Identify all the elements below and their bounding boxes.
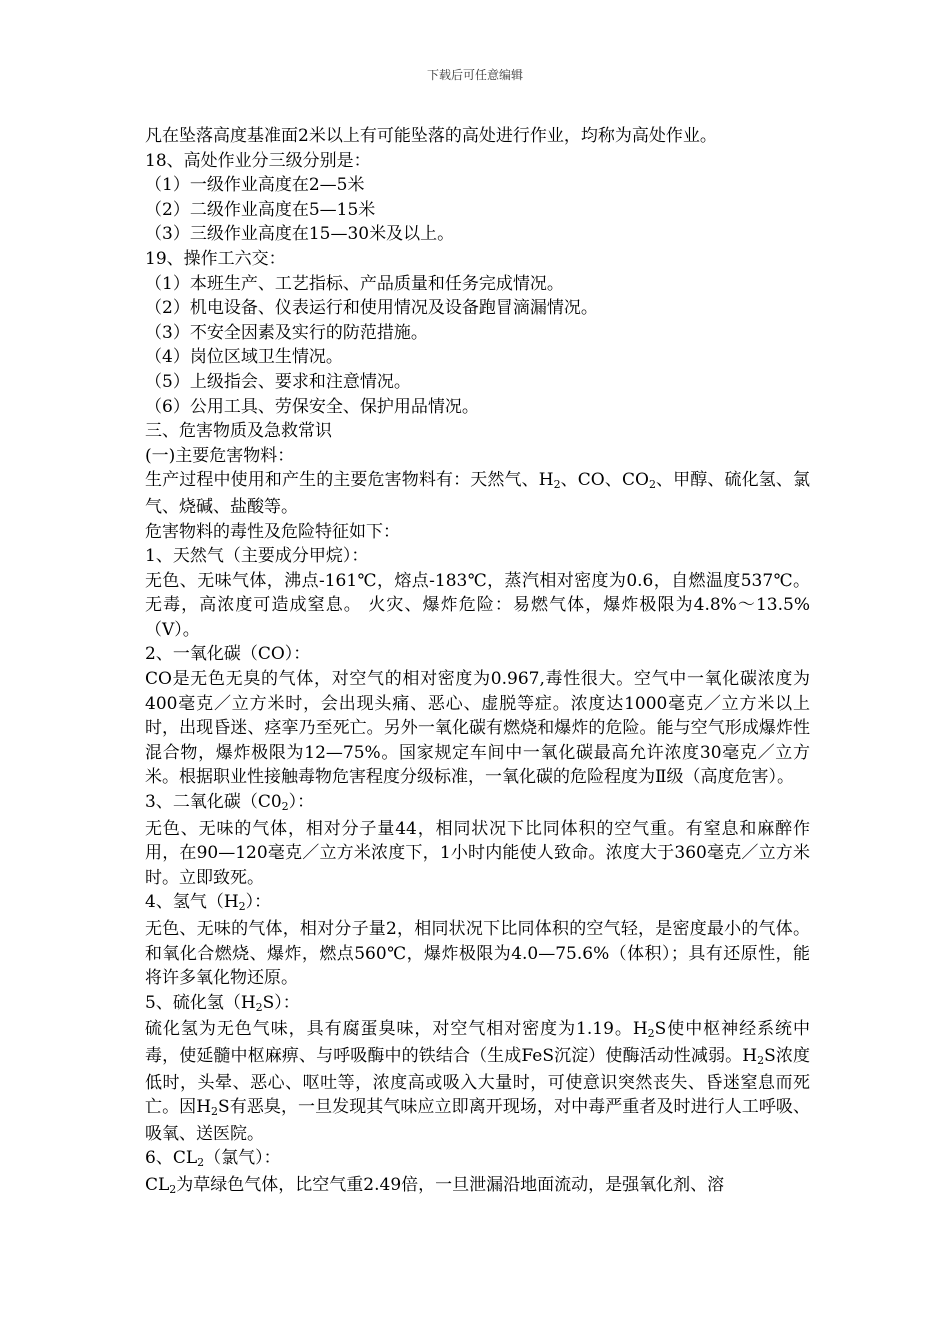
list-item: （5）上级指会、要求和注意情况。 bbox=[145, 371, 411, 392]
text-run: 生产过程中使用和产生的主要危害物料有：天然气、H bbox=[145, 470, 554, 491]
page-header: 下载后可任意编辑 bbox=[426, 68, 523, 82]
list-item: （1）一级作业高度在2—5米 bbox=[145, 175, 365, 196]
gas5-title bbox=[145, 991, 810, 1018]
text-run: S使中枢神经系统中毒，使延髓中枢麻痹、与呼吸酶中的铁结合（生成FeS沉淀）使酶活动性减弱。H bbox=[145, 1019, 810, 1066]
gas6-title bbox=[145, 1146, 810, 1173]
text-run: （氯气）： bbox=[204, 1148, 281, 1169]
gas1-body: 无色、无味气体，沸点-161℃，熔点-183℃，蒸汽相对密度为0.6，自燃温度537℃。无毒，高浓度可造成窒息。 火灾、爆炸危险：易燃气体，爆炸极限为4.8%～13.5%（V）。 bbox=[145, 570, 810, 640]
gas1-title: 1、天然气（主要成分甲烷）： bbox=[145, 546, 369, 567]
text-run: S浓度低时，头晕、恶心、呕吐等，浓度高或吸入大量时，可使意识突然丧失、昏迷窒息而死亡。因H bbox=[145, 1045, 810, 1118]
subscript: 2 bbox=[757, 1053, 765, 1067]
subscript: 2 bbox=[647, 1027, 655, 1041]
text-run: S有恶臭，一旦发现其气味应立即离开现场，对中毒严重者及时进行人工呼吸、吸氧、送医院。 bbox=[145, 1097, 810, 1144]
text-run: ）： bbox=[288, 792, 315, 813]
gas6-body bbox=[145, 1173, 810, 1200]
subscript: 2 bbox=[648, 478, 656, 492]
subscript: 2 bbox=[169, 1182, 177, 1196]
text-run: S）： bbox=[262, 992, 300, 1013]
list-item: （1）本班生产、工艺指标、产品质量和任务完成情况。 bbox=[145, 273, 564, 294]
subscript: 2 bbox=[281, 800, 289, 814]
gas2-body: CO是无色无臭的气体，对空气的相对密度为0.967,毒性很大。空气中一氧化碳浓度为400毫克／立方米时，会出现头痛、恶心、虚脱等症。浓度达1000毫克／立方米以上时，出现昏迷、痉挛乃至死亡。另外一氧化碳有燃烧和爆炸的危险。能与空气形成爆炸性混合物，爆炸极限为12—75%。国家规定车间中一氧化碳最高允许浓度30毫克／立方米。根据职业性接触毒物危害程度分级标准，一氧化碳的危险程度为Ⅱ级（高度危害）。 bbox=[145, 669, 810, 788]
list-item: （2）机电设备、仪表运行和使用情况及设备跑冒滴漏情况。 bbox=[145, 298, 598, 319]
subscript: 2 bbox=[211, 1105, 219, 1119]
subsection-heading: (一)主要危害物料： bbox=[145, 445, 295, 466]
document-body bbox=[145, 124, 810, 1200]
subscript: 2 bbox=[553, 478, 561, 492]
text-run: CL bbox=[145, 1174, 170, 1195]
text-run: 硫化氢为无色气味，具有腐蛋臭味，对空气相对密度为1.19。H bbox=[145, 1019, 648, 1040]
list-item: （3）不安全因素及实行的防范措施。 bbox=[145, 322, 428, 343]
gas4-title bbox=[145, 890, 810, 917]
list-item: （2）二级作业高度在5—15米 bbox=[145, 199, 376, 220]
text-run: 为草绿色气体，比空气重2.49倍，一旦泄漏沿地面流动，是强氧化剂、溶 bbox=[176, 1174, 725, 1195]
list-item: （4）岗位区域卫生情况。 bbox=[145, 347, 343, 368]
gas4-body: 无色、无味的气体，相对分子量2，相同状况下比同体积的空气轻，是密度最小的气体。和氧化合燃烧、爆炸，燃点560℃，爆炸极限为4.0—75.6%（体积）；具有还原性，能将许多氧化物还原。 bbox=[145, 919, 810, 989]
subscript: 2 bbox=[255, 1000, 263, 1014]
gas3-body: 无色、无味的气体，相对分子量44，相同状况下比同体积的空气重。有窒息和麻醉作用，在90—120毫克／立方米浓度下，1小时内能使人致命。浓度大于360毫克／立方米时。立即致死。 bbox=[145, 818, 810, 888]
subscript: 2 bbox=[238, 900, 246, 914]
list-item: （6）公用工具、劳保安全、保护用品情况。 bbox=[145, 396, 479, 417]
gas3-title bbox=[145, 790, 810, 817]
text-run: 、甲醇、硫化氢、氯气、烧碱、盐酸等。 bbox=[145, 470, 811, 517]
text-run: 5、硫化氢（H bbox=[145, 992, 256, 1013]
text-run: 3、二氧化碳（C0 bbox=[145, 792, 282, 813]
text-line: 凡在坠落高度基准面2米以上有可能坠落的高处进行作业，均称为高处作业。 bbox=[145, 126, 717, 146]
section-heading-19: 19、操作工六交： bbox=[145, 248, 286, 269]
text-run: 、CO、CO bbox=[560, 470, 649, 491]
text-run: ）： bbox=[245, 892, 272, 913]
section-heading-hazards: 三、危害物质及急救常识 bbox=[145, 421, 332, 442]
text-run: 4、氢气（H bbox=[145, 892, 239, 913]
list-item: （3）三级作业高度在15—30米及以上。 bbox=[145, 224, 455, 245]
text-run: 6、CL bbox=[145, 1148, 198, 1169]
toxicity-intro: 危害物料的毒性及危险特征如下： bbox=[145, 521, 400, 542]
section-heading-18: 18、高处作业分三级分别是： bbox=[145, 150, 371, 171]
gas5-body bbox=[145, 1017, 810, 1146]
materials-intro bbox=[145, 468, 810, 519]
subscript: 2 bbox=[197, 1156, 205, 1170]
gas2-title: 2、一氧化碳（CO）： bbox=[145, 644, 311, 665]
